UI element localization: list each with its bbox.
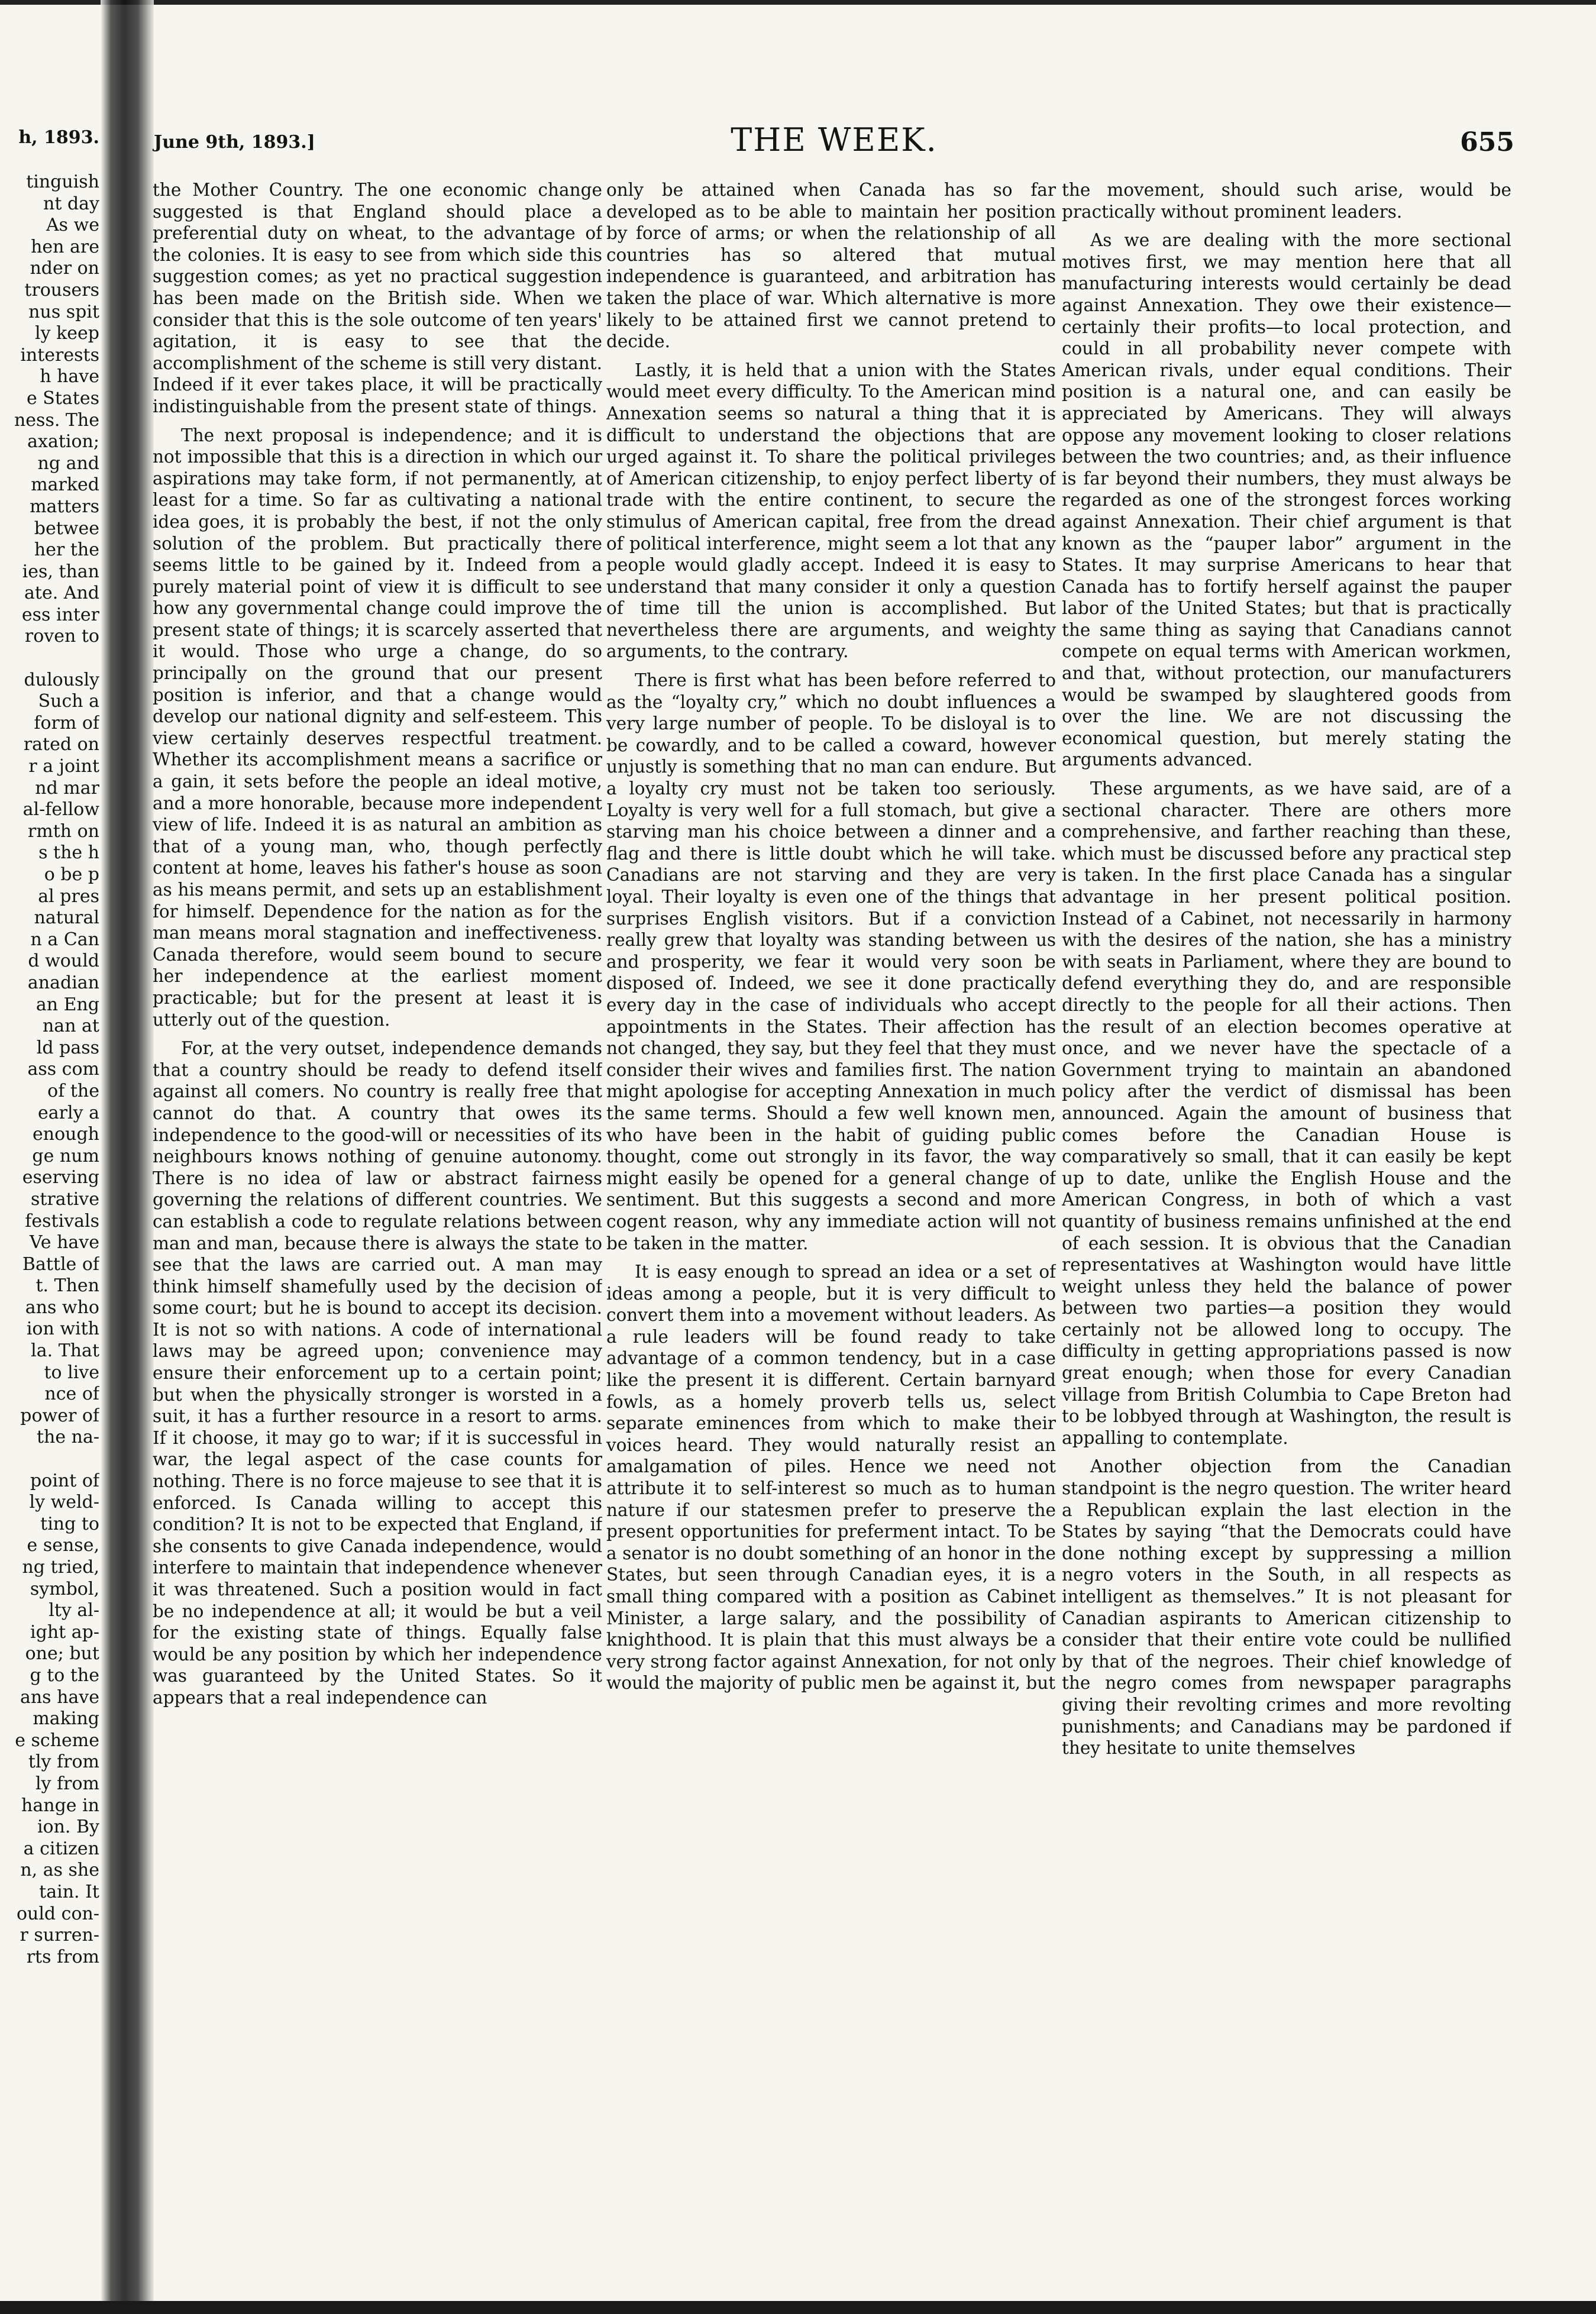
previous-page-line: tinguish <box>26 172 99 192</box>
previous-page-line: an Eng <box>35 994 99 1015</box>
top-edge <box>0 0 1596 5</box>
previous-page-line: one; but <box>25 1643 99 1665</box>
previous-page-line: eserving <box>22 1167 99 1188</box>
previous-page-line: ess inter <box>21 604 99 625</box>
previous-page-line: Battle of <box>22 1253 99 1275</box>
previous-page-line: rated on <box>23 734 99 755</box>
previous-page-line: r surren- <box>20 1925 99 1946</box>
column-2 <box>606 179 1056 2285</box>
previous-page-line: betwee <box>34 518 99 539</box>
previous-page-line: point of <box>30 1470 99 1491</box>
previous-page-line: ies, than <box>22 561 99 582</box>
article-paragraph: These arguments, as we have said, are of a sectional character. There are others more comprehensive, and farther reaching than these, which must be discussed before any practical step is taken. In the first place Canada has a singular advantage in her present political position. Instead of a Cabinet, not necessarily in harmony with the desires of the nation, she has a ministry with seats in Parliament, where they are bound to defend everything they do, and are responsible directly to the people for all their actions. Then the result of an election becomes operative at once, and we never have the spectacle of a Government trying to maintain an abandoned policy after the verdict of dismissal has been announced. Again the amount of business that comes before the Canadian House is comparatively so small, that it can easily be kept up to date, unlike the English House and the American Congress, in both of which a vast quantity of business remains unfinished at the end of each session. It is obvious that the Canadian representatives at Washington would have little weight unless they held the balance of power between two parties—a position they would certainly not be allowed long to occupy. The difficulty in getting appropriations passed is now great enough; when those for every Canadian village from British Columbia to Cape Breton had to be lobbyed through at Washington, the result is appalling to contemplate. <box>1062 778 1511 1448</box>
article-paragraph: There is first what has been before referred to as the “loyalty cry,” which no doubt influences a very large number of people. To be disloyal is to be cowardly, and to be called a coward, however unjustly is something that no man can endure. But a loyalty cry must not be taken too seriously. Loyalty is very well for a full stomach, but give a starving man his choice between a dinner and a flag and there is little doubt which he will take. Canadians are not starving and they are very loyal. Their loyalty is even one of the things that surprises English visitors. But if a conviction really grew that loyalty was standing between us and prosperity, we fear it would very soon be disposed of. Indeed, we see it done practically every day in the case of individuals who accept appointments in the States. Their affection has not changed, they say, but they feel that they must consider their wives and families first. The nation might apologise for accepting Annexation in much the same terms. Should a few well known men, who have been in the habit of guiding public thought, come out strongly in its favor, the way might easily be opened for a general change of sentiment. But this suggests a second and more cogent reason, why any immediate action will not be taken in the matter. <box>606 670 1056 1253</box>
previous-page-line: tain. It <box>39 1881 99 1902</box>
previous-page-line: r a joint <box>28 756 99 777</box>
previous-page-line: e States <box>27 387 99 409</box>
previous-page-line: hange in <box>21 1795 99 1816</box>
previous-page-line: natural <box>34 907 99 929</box>
previous-page-lines <box>0 172 99 1968</box>
previous-page-line: n, as she <box>20 1860 99 1881</box>
article-paragraph: only be attained when Canada has so far developed as to be able to maintain her position by force of arms; or when the relationship of all countries has so altered that mutual independence is guaranteed, and arbitration has taken the place of war. Which alternative is more likely to be attained first we cannot pretend to decide. <box>606 180 1056 352</box>
previous-page-line: ly weld- <box>29 1492 99 1513</box>
previous-page-line: marked <box>31 474 99 496</box>
previous-page-line: ans who <box>25 1297 99 1318</box>
previous-page-line: tly from <box>28 1751 99 1773</box>
previous-page-line: ness. The <box>14 409 99 431</box>
previous-page-line: n a Can <box>30 929 99 950</box>
article-paragraph: For, at the very outset, independence demands that a country should be ready to defend itself against all comers. No country is really free that cannot do that. A country that owes its independence to the good-will or necessities of its neighbours knows nothing of genuine autonomy. There is no idea of law or abstract fairness governing the relations of different countries. We can establish a code to regulate relations between man and man, because there is always the state to see that the laws are carried out. A man may think himself shamefully used by the decision of some court; but he is bound to accept its decision. It is not so with nations. A code of international laws may be agreed upon; convenience may ensure their enforcement up to a certain point; but when the physically stronger is worsted in a suit, it has a further resource in a resort to arms. If it choose, it may go to war; if it is successful in war, the legal aspect of the case counts for nothing. There is no force majeuse to see that it is enforced. Is Canada willing to accept this condition? It is not to be expected that England, if she consents to give Canada independence, would interfere to maintain that independence whenever it was threatened. Such a position would in fact be no independence at all; it would be but a veil for the existing state of things. Equally false would be any position by which her independence was guaranteed by the United States. So it appears that a real independence can <box>153 1038 602 1708</box>
previous-page-line: lty al- <box>49 1600 99 1621</box>
previous-page-line: ly from <box>35 1773 99 1794</box>
previous-page-line: o be p <box>44 864 99 885</box>
previous-page-line: roven to <box>24 626 99 647</box>
previous-page-line: Ve have <box>29 1232 99 1253</box>
previous-page-line: making <box>33 1708 99 1730</box>
previous-page-header: h, 1893. <box>18 127 99 148</box>
previous-page-line: anadian <box>27 972 99 993</box>
page-header <box>154 121 1514 163</box>
previous-page-line: d would <box>28 951 99 972</box>
previous-page-line: enough <box>33 1124 99 1145</box>
page-number: 655 <box>1460 127 1514 157</box>
previous-page-line: of the <box>47 1080 99 1101</box>
previous-page-line: al pres <box>38 885 99 907</box>
bottom-edge <box>0 2301 1596 2314</box>
article-paragraph: Another objection from the Canadian standpoint is the negro question. The writer heard a Republican explain the last election in the States by saying “that the Democrats could have done nothing except by suppressing a million negro voters in the South, in all respects as intelligent as themselves.” It is not pleasant for Canadian aspirants to American citizenship to consider that their entire vote could be nullified by that of the negroes. Their chief knowledge of the negro comes from newspaper paragraphs giving their revolting crimes and more revolting punishments; and Canadians may be pardoned if they hesitate to unite themselves <box>1062 1456 1511 1759</box>
previous-page-line: ting to <box>40 1513 99 1534</box>
previous-page-line <box>0 648 99 670</box>
previous-page-line: hen are <box>31 236 99 257</box>
previous-page-line: t. Then <box>35 1275 99 1297</box>
previous-page-line: ass com <box>27 1059 99 1080</box>
previous-page-line: symbol, <box>30 1578 99 1599</box>
previous-page-line: ould con- <box>16 1903 99 1924</box>
previous-page-line: g to the <box>30 1665 99 1686</box>
previous-page-line: rmth on <box>27 820 99 842</box>
previous-page-line: power of <box>20 1405 99 1426</box>
previous-page-line: nus spit <box>28 301 99 322</box>
previous-page-line: form of <box>34 712 99 733</box>
previous-page-line: nder on <box>30 258 99 279</box>
previous-page-line: early a <box>38 1102 99 1123</box>
article-paragraph: The next proposal is independence; and it is not impossible that this is a direction in which our aspirations may take form, if not permanently, at least for a time. So far as cultivating a national idea goes, it is probably the best, if not the only solution of the problem. But practically there seems little to be gained by it. Indeed from a purely material point of view it is difficult to see how any governmental change could improve the present state of things; it is scarcely asserted that it would. Those who urge a change, do so principally on the ground that our present position is inferior, and that a change would develop our national dignity and self-esteem. This view certainly deserves respectful treatment. Whether its accomplishment means a sacrifice or a gain, it sets before the people an ideal motive, and a more honorable, because more independent view of life. Indeed it is as natural an ambition as that of a young man, who, though perfectly content at home, leaves his father's house as soon as his means permit, and sets up an establishment for himself. Dependence for the nation as for the man means moral stagnation and ineffectiveness. Canada therefore, would seem bound to secure her independence at the earliest moment practicable; but for the present at least it is utterly out of the question. <box>153 425 602 1030</box>
column-1 <box>153 179 602 2285</box>
previous-page-line: ld pass <box>36 1037 99 1058</box>
previous-page-line: matters <box>30 496 99 517</box>
previous-page-line: nce of <box>44 1384 99 1405</box>
previous-page-column <box>0 127 99 2197</box>
previous-page-line: e sense, <box>27 1535 99 1556</box>
previous-page-line: nt day <box>43 193 99 214</box>
previous-page-line: ion with <box>26 1318 99 1340</box>
previous-page-line: a citizen <box>23 1838 99 1859</box>
previous-page-line: festivals <box>25 1210 99 1232</box>
previous-page-line: her the <box>34 539 99 561</box>
column-3 <box>1062 179 1511 2285</box>
previous-page-line: trousers <box>24 279 99 300</box>
previous-page-line: h have <box>40 366 99 387</box>
previous-page-line: ge num <box>32 1145 99 1166</box>
article-paragraph: the movement, should such arise, would be practically without prominent leaders. <box>1062 180 1511 222</box>
previous-page-line: strative <box>30 1188 99 1210</box>
previous-page-line: As we <box>46 215 99 236</box>
previous-page-line: nd mar <box>35 777 99 799</box>
previous-page-line: dulously <box>24 669 99 690</box>
previous-page-line: ly keep <box>35 323 99 344</box>
binding-gutter <box>101 0 154 2314</box>
masthead-title: THE WEEK. <box>731 121 938 159</box>
previous-page-line: s the h <box>38 842 99 864</box>
previous-page-line: e scheme <box>15 1730 99 1751</box>
previous-page-line: nan at <box>42 1016 99 1037</box>
previous-page-line: ng tried, <box>22 1557 99 1578</box>
previous-page-line: to live <box>44 1362 99 1383</box>
previous-page-line: interests <box>20 344 99 366</box>
previous-page-line <box>0 1449 99 1471</box>
previous-page-line: axation; <box>27 431 99 453</box>
previous-page-line: ate. And <box>24 583 99 604</box>
article-paragraph: the Mother Country. The one economic change suggested is that England should place a preferential duty on wheat, to the advantage of the colonies. It is easy to see from which side this suggestion comes; as yet no practical suggestion has been made on the British side. When we consider that this is the sole outcome of ten years' agitation, it is easy to see that the accomplishment of the scheme is still very distant. Indeed if it ever takes place, it will be practically indistinguishable from the present state of things. <box>153 180 602 416</box>
previous-page-line: ight ap- <box>30 1621 99 1643</box>
article-paragraph: It is easy enough to spread an idea or a set of ideas among a people, but it is very difficult to convert them into a movement without leaders. As a rule leaders will be found ready to take advantage of a common tendency, but in a case like the present it is different. Certain barnyard fowls, as a homely proverb tells us, select separate eminences from which to make their voices heard. They would naturally resist an amalgamation of piles. Hence we need not attribute it to self-interest so much as to human nature if our statesmen prefer to preserve the present opportunities for preferment intact. To be a senator is no doubt something of an honor in the States, but seen through Canadian eyes, it is a small thing compared with a position as Cabinet Minister, a large salary, and the possibility of knighthood. It is plain that this must always be a very strong factor against Annexation, for not only would the majority of public men be against it, but <box>606 1262 1056 1694</box>
previous-page-line: the na- <box>36 1427 99 1448</box>
article-paragraph: As we are dealing with the more sectional motives first, we may mention here that all manufacturing interests would certainly be dead against Annexation. They owe their existence—certainly their profits—to local protection, and could in all probability never compete with American rivals, under equal conditions. Their position is a natural one, and can easily be appreciated by Americans. They will always oppose any movement looking to closer relations between the two countries; and, as their influence is far beyond their numbers, they must always be regarded as one of the strongest forces working against Annexation. Their chief argument is that known as the “pauper labor” argument in the States. It may surprise Americans to hear that Canada has to fortify herself against the pauper labor of the United States; but that is practically the same thing as saying that Canadians cannot compete on equal terms with American workmen, and that, without protection, our manufacturers would be swamped by slaughtered goods from over the line. We are not discussing the economical question, but merely stating the arguments advanced. <box>1062 230 1511 770</box>
previous-page-line: al-fellow <box>22 799 99 820</box>
previous-page-line: rts from <box>26 1946 99 1967</box>
previous-page-line: Such a <box>38 691 99 712</box>
previous-page-line: ion. By <box>37 1817 99 1838</box>
article-paragraph: Lastly, it is held that a union with the States would meet every difficulty. To the American mind Annexation seems so natural a thing that it is difficult to understand the objections that are urged against it. To share the political privileges of American citizenship, to enjoy perfect liberty of trade with the entire continent, to secure the stimulus of American capital, free from the dread of political interference, might seem a lot that any people would gladly accept. Indeed it is easy to understand that many consider it only a question of time till the union is accomplished. But nevertheless there are arguments, and weighty arguments, to the contrary. <box>606 360 1056 662</box>
previous-page-line: la. That <box>31 1340 99 1362</box>
header-date: June 9th, 1893.] <box>154 132 315 153</box>
previous-page-line: ans have <box>20 1686 99 1708</box>
previous-page-line: ng and <box>37 453 99 474</box>
